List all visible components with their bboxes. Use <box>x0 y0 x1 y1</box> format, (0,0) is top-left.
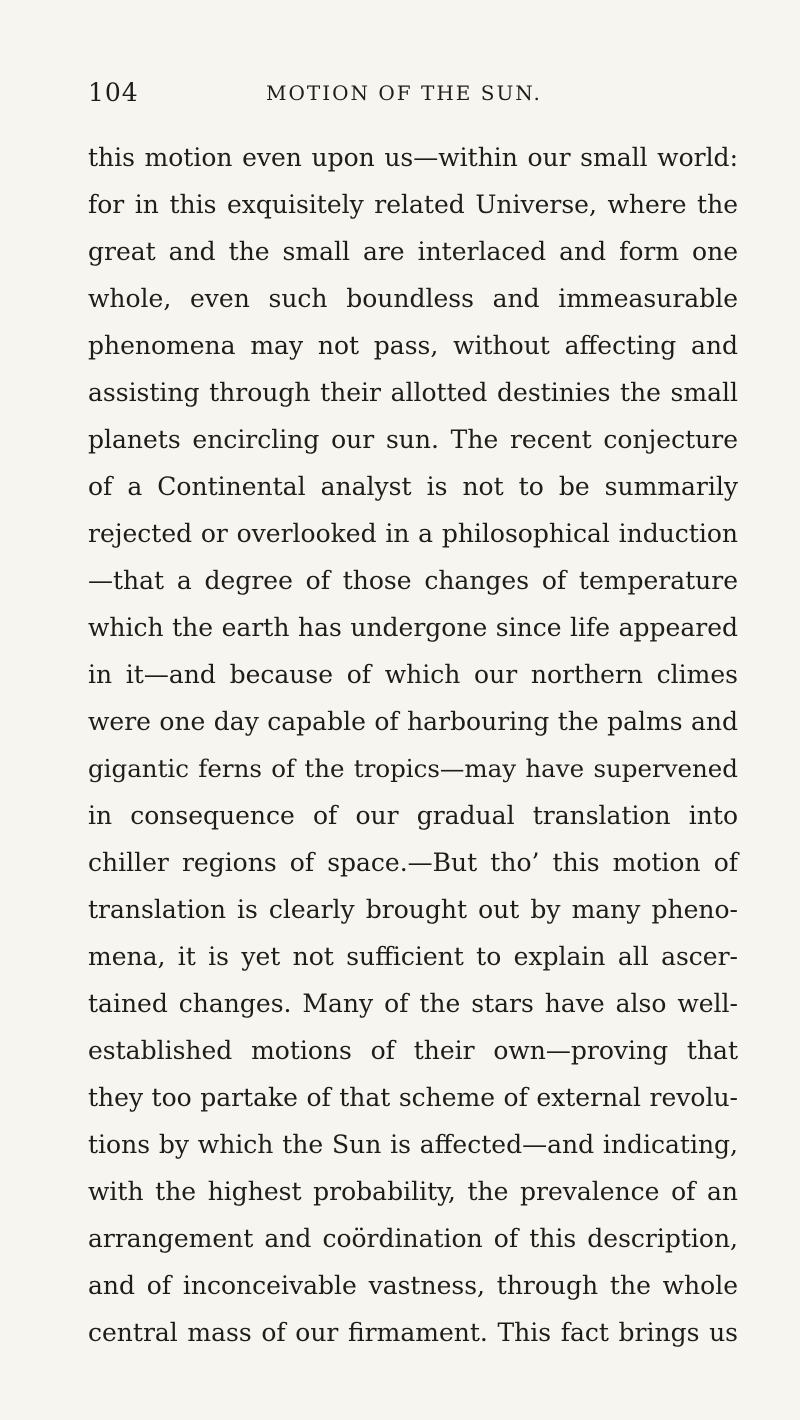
text-line: which the earth has undergone since life appeared <box>88 613 738 642</box>
text-line: phenomena may not pass, without affecting and <box>88 331 738 360</box>
page-number: 104 <box>88 78 139 107</box>
page-header <box>88 78 738 118</box>
text-line: mena, it is yet not sufficient to explain all ascer- <box>88 942 738 971</box>
text-line: —that a degree of those changes of temperature <box>88 566 738 595</box>
text-line: assisting through their allotted destinies the small <box>88 378 738 407</box>
text-line: tions by which the Sun is affected—and indicating, <box>88 1130 738 1159</box>
text-line: whole, even such boundless and immeasurable <box>88 284 738 313</box>
text-line: and of inconceivable vastness, through the whole <box>88 1271 738 1300</box>
text-line: were one day capable of harbouring the palms and <box>88 707 738 736</box>
text-line: translation is clearly brought out by many pheno- <box>88 895 738 924</box>
text-line: with the highest probability, the prevalence of an <box>88 1177 738 1206</box>
text-line: this motion even upon us—within our small world: <box>88 143 738 172</box>
text-line: they too partake of that scheme of external revolu- <box>88 1083 738 1112</box>
text-line: for in this exquisitely related Universe, where the <box>88 190 738 219</box>
text-line: established motions of their own—proving that <box>88 1036 738 1065</box>
text-line: in consequence of our gradual translation into <box>88 801 738 830</box>
text-line: tained changes. Many of the stars have also well- <box>88 989 738 1018</box>
running-title: MOTION OF THE SUN. <box>266 81 542 105</box>
text-line: planets encircling our sun. The recent conjecture <box>88 425 738 454</box>
body-text <box>88 134 738 1356</box>
text-line: in it—and because of which our northern climes <box>88 660 738 689</box>
text-line: arrangement and coördination of this description, <box>88 1224 738 1253</box>
text-line: gigantic ferns of the tropics—may have supervened <box>88 754 738 783</box>
text-line: central mass of our firmament. This fact brings us <box>88 1318 738 1347</box>
text-line: chiller regions of space.—But tho’ this motion of <box>88 848 738 877</box>
text-line: great and the small are interlaced and form one <box>88 237 738 266</box>
text-line: of a Continental analyst is not to be summarily <box>88 472 738 501</box>
text-line: rejected or overlooked in a philosophical induction <box>88 519 738 548</box>
